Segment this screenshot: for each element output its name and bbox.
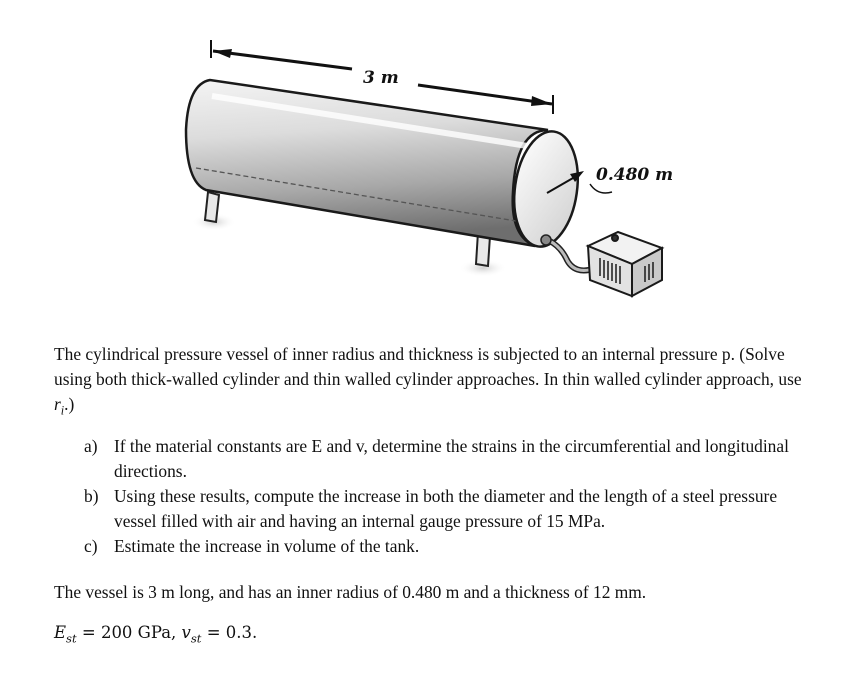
- material-constants: $E_{st} = 200$ GPa, $v_{st} = 0.3$.: [54, 623, 258, 646]
- list-marker: b): [84, 486, 99, 506]
- ri-symbol: $r_i$: [54, 394, 65, 418]
- hose-connector: [541, 235, 551, 245]
- intro-text: The cylindrical pressure vessel of inner radius and thickness is subjected to an internal pressure p. (Solve using both thick-walled cylinder and thin walled cylinder approaches. In thin walled cylinder approach, use: [54, 344, 802, 389]
- pressure-vessel-figure: [0, 0, 844, 320]
- list-item: [84, 434, 814, 484]
- compressor-unit: [588, 232, 662, 296]
- problem-statement: [54, 342, 814, 423]
- list-item: [84, 534, 814, 559]
- list-marker: a): [84, 436, 98, 456]
- question-text: If the material constants are E and v, determine the strains in the circumferential and longitudinal directions.: [114, 436, 789, 481]
- question-text: Using these results, compute the increase in both the diameter and the length of a steel pressure vessel filled with air and having an internal gauge pressure of 15 MPa.: [114, 486, 778, 531]
- question-text: Estimate the increase in volume of the tank.: [114, 536, 420, 556]
- intro-text-end: .): [64, 394, 75, 414]
- cylinder-shell: [186, 80, 548, 246]
- radius-label: 0.480 m: [596, 165, 674, 185]
- given-data: The vessel is 3 m long, and has an inner radius of 0.480 m and a thickness of 12 mm.: [54, 582, 647, 602]
- list-item: [84, 484, 814, 534]
- length-label: 3 m: [363, 68, 399, 88]
- question-list: [84, 434, 814, 559]
- list-marker: c): [84, 536, 98, 556]
